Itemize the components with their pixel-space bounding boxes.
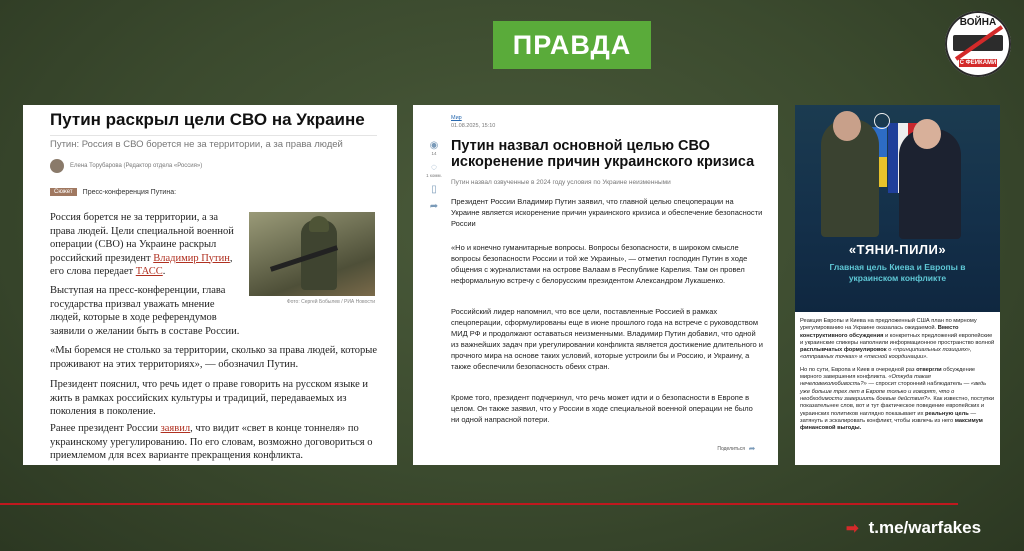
publish-date: 01.08.2025, 15:10 (451, 123, 496, 129)
person-left-head (833, 111, 861, 141)
share-button[interactable] (717, 445, 756, 453)
author-avatar[interactable] (50, 159, 64, 173)
rubric-link[interactable]: Мир (451, 115, 462, 121)
soldier-photo[interactable] (249, 212, 375, 296)
text: , что видит «свет в конце тоннеля» по украинскому урегулированию. По его словам, возможно договориться о приемлемом для всех варианте прекращения конфликта. (50, 423, 373, 461)
comments-count[interactable]: 1 комм. (426, 173, 442, 178)
article-paragraph (50, 211, 240, 279)
article-paragraph: Российский лидер напомнил, что все цели, поставленные Россией в рамках спецоперации, сформулированы еще в июне прошлого года на встрече с руководством МИД РФ и продолжают оставаться неизменными. Владимир Путин добавил, что одной из важнейших задач при урегулировании конфликта является достижение длительного и прочного мира на основе таких условий, которые устроили бы и Россию, и Украину, а также обеспечили безопасность обеих стран. (451, 307, 763, 371)
channel-link[interactable]: t.me/warfakes (868, 518, 982, 537)
post-image[interactable] (795, 105, 1000, 312)
article-card-1 (23, 105, 397, 465)
channel-emblem-icon (874, 113, 890, 129)
divider (50, 135, 377, 136)
logo-bottom-text: С ФЕЙКАМИ (959, 60, 997, 66)
logo-top-text: ВОЙНА (959, 17, 997, 28)
story-tag-title[interactable]: Пресс-конференция Путина: (82, 188, 177, 196)
text: Ранее президент России (50, 423, 161, 434)
footer-divider (0, 503, 958, 505)
article-paragraph: Президент пояснил, что речь идет о праве говорить на русском языке и жить в рамках российских культуры и традиций, передаваемых из поколения в поколение. (50, 379, 369, 417)
text: Россия борется не за территории, а за права людей. Цели специальной военной операции (СВО) на Украине раскрыл российский президент (50, 212, 234, 264)
article-paragraph: Выступая на пресс-конференции, глава государства призвал уважать мнение людей, которые в ходе референдумов заявили о желании быть в составе России. (50, 285, 240, 337)
comment-icon[interactable]: ◌ (431, 162, 437, 173)
putin-link[interactable]: Владимир Путин (153, 252, 230, 264)
arrow-right-icon: ➡ (846, 520, 859, 537)
article-lead: Путин назвал озвученные в 2024 году условия по Украине неизменными (451, 179, 671, 186)
post-card-3 (795, 105, 1000, 465)
article-paragraph: Президент России Владимир Путин заявил, что главной целью спецоперации на Украине является искоренение причин украинского кризиса и обеспечение безопасности России (451, 197, 763, 228)
article-paragraph: «Но и конечно гуманитарные вопросы. Вопросы безопасности, в широком смысле вопросы безопасности России и той же Украины», — отметил господин Путин в ходе общения с журналистами на острове Валаам в Республике Карелия. Там он провел неформальную встречу с белорусским президентом Александром Лукашенко. (451, 243, 748, 285)
story-tag[interactable]: Сюжет (50, 188, 77, 196)
text: , его слова передает (50, 252, 233, 277)
post-image-title: «ТЯНИ-ПИЛИ» (848, 242, 947, 257)
post-paragraph: Но по сути, Европа и Киев в очередной раз отвергли обсуждение мирного завершения конфликта. «Откуда такая нечеловеколюбивость?» — спросит сторонний наблюдатель — «ведь уже больше трех лет в Европе только и говорят, что о необходимости завершить боевые действия?». Как известно, поступки показательнее слов, вот и тут фактическое поведение европейских и украинских политиков наглядно показывает их реальную цель — затянуть и эскалировать конфликт, чтобы извлечь из него максимум финансовой выгоды. (800, 366, 995, 432)
bookmark-icon[interactable]: ▯ (431, 184, 437, 195)
photo-caption: Фото: Сергей Бобылев / РИА Новости (286, 299, 375, 305)
earlier-statement-link[interactable]: заявил (160, 423, 191, 434)
article-subtitle: Путин: Россия в СВО борется не за территории, а за права людей (50, 139, 343, 150)
article-title: Путин раскрыл цели СВО на Украине (50, 110, 365, 129)
author-row[interactable] (50, 159, 202, 173)
text: . (162, 266, 166, 277)
pravda-badge: ПРАВДА (493, 21, 651, 69)
post-paragraph: Реакция Европы и Киева на предложенный США план по мирному урегулированию на Украине оказалась ожидаемой. Вместо конструктивного обсуждения и конкретных предложений европейские и украинские спикеры наполнили информационное пространство волной расплывчатых формулировок о «принципиальных позициях», «отправных точках» и «тесной координации». (800, 318, 995, 361)
views-count: 14 (431, 151, 437, 156)
article-title: Путин назвал основной целью СВО искоренение причин украинского кризиса (451, 138, 755, 170)
war-on-fakes-logo (945, 11, 1011, 77)
helmet (309, 216, 329, 232)
post-text (800, 318, 996, 437)
article-paragraph: Кроме того, президент подчеркнул, что речь может идти и о безопасности в Европе в целом. Он также заявил, что у России в ходе специальной военной операции не было ни одной напрасной потери. (451, 393, 753, 424)
share-label[interactable]: Поделиться (717, 446, 745, 452)
post-image-subtitle: Главная цель Киева и Европы в украинском конфликте (829, 262, 966, 283)
share-arrow-icon[interactable]: ➦ (748, 444, 756, 453)
article-card-2 (413, 105, 778, 465)
tass-link[interactable]: ТАСС (135, 266, 163, 277)
story-tag-row[interactable] (50, 188, 176, 196)
author-name[interactable]: Елена Торубарова (Редактор отдела «Россия») (70, 163, 203, 169)
eye-icon: ◉ (429, 140, 439, 151)
article-sidebar (426, 140, 442, 212)
article-paragraph: «Мы боремся не столько за территории, сколько за права людей, которые проживают на этих территориях», — обозначил Путин. (50, 345, 378, 370)
article-paragraph (50, 422, 378, 463)
person-right-head (913, 119, 941, 149)
share-icon[interactable]: ➦ (429, 201, 439, 212)
footer[interactable] (846, 518, 981, 538)
